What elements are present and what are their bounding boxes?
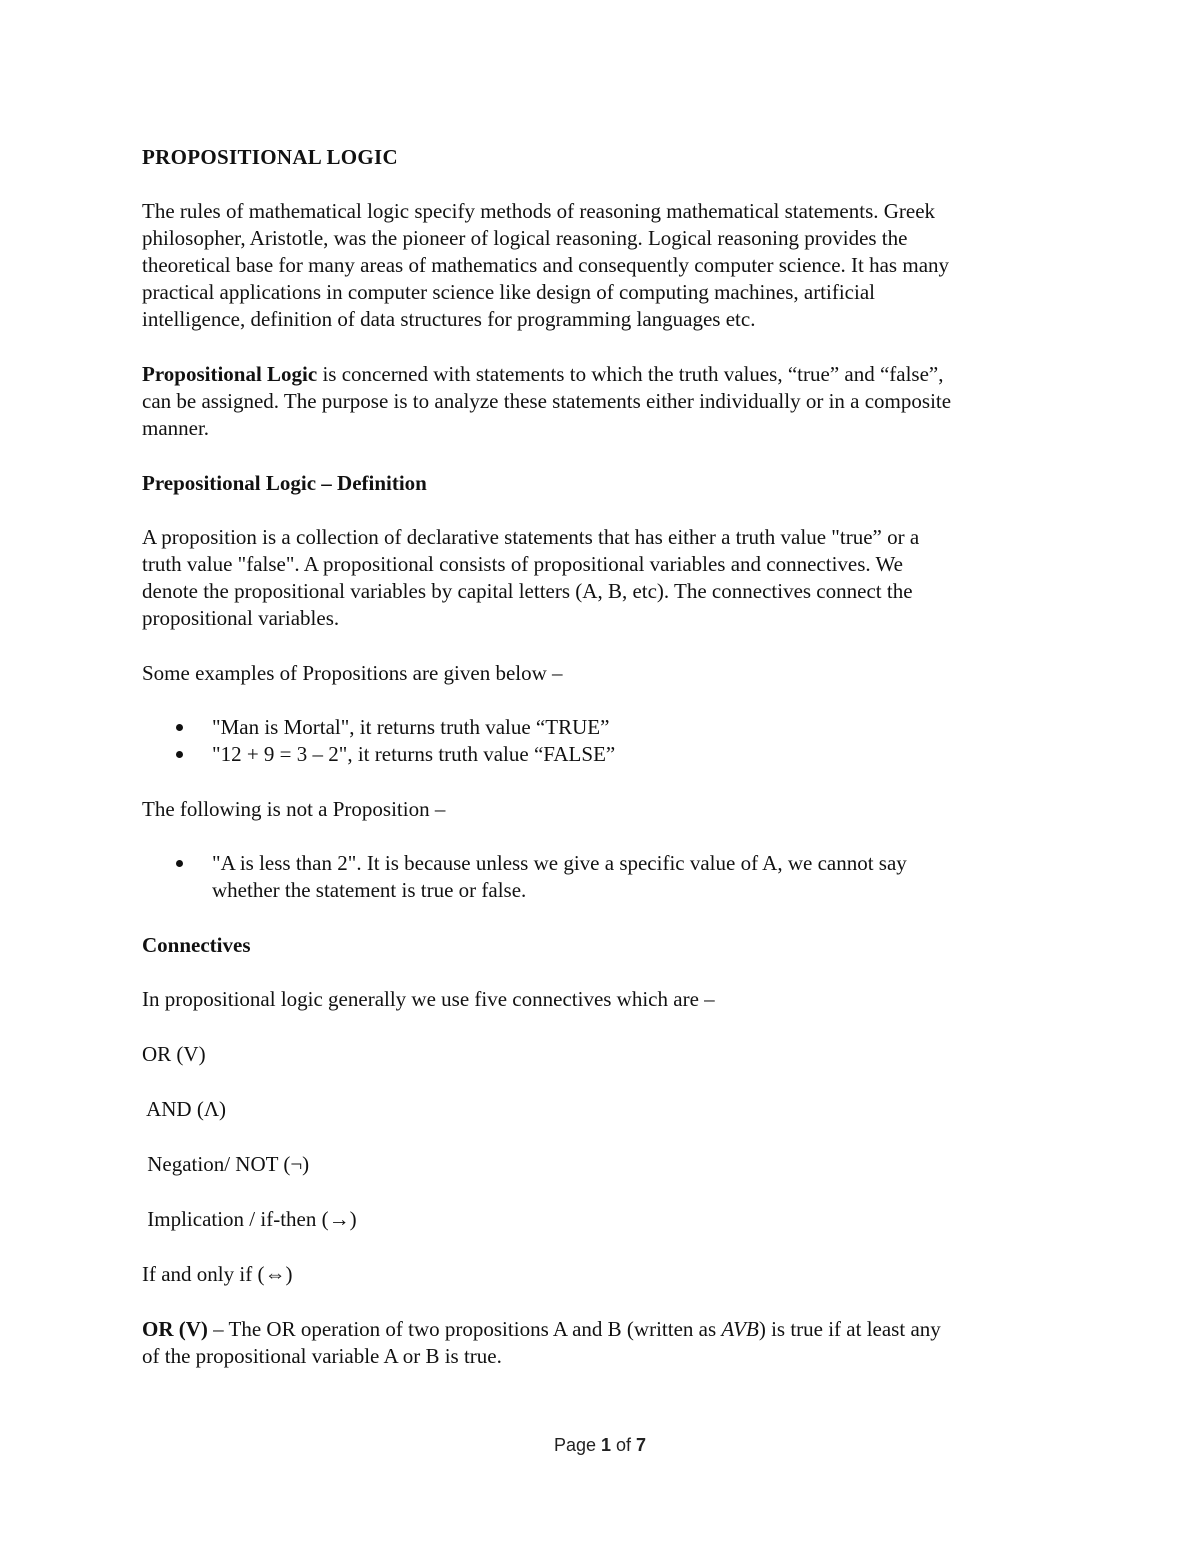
propositional-logic-line: can be assigned. The purpose is to analyze these statements either individually or in a composite [142,389,952,413]
connective-not: Negation/ NOT (¬) [142,1152,310,1176]
page-word: Page [553,1435,601,1455]
propositional-logic-paragraph [142,361,1057,442]
intro-line: practical applications in computer science like design of computing machines, artificial [142,280,875,304]
list-item: "12 + 9 = 3 – 2", it returns truth value “FALSE” [142,741,1057,768]
page-total: 7 [636,1435,647,1455]
examples-intro: Some examples of Propositions are given below – [142,661,563,685]
or-definition-paragraph: OR (V) – The OR operation of two propositions A and B (written as AVB) is true if at least any of the propositional variable A or B is true. [142,1316,1057,1370]
or-definition-label: OR (V) [142,1317,208,1341]
definition-line: denote the propositional variables by capital letters (A, B, etc). The connectives connect the [142,579,913,603]
not-proposition-list [142,850,1057,904]
or-definition-line: of the propositional variable A or B is true. [142,1344,502,1368]
document-title: PROPOSITIONAL LOGIC [142,145,398,169]
definition-line: propositional variables. [142,606,340,630]
page-footer [0,1432,1200,1459]
not-proposition-intro: The following is not a Proposition – [142,797,446,821]
intro-line: theoretical base for many areas of mathematics and consequently computer science. It has many [142,253,950,277]
connective-iff: If and only if (⇔) [142,1262,293,1286]
list-item: "Man is Mortal", it returns truth value “TRUE” [142,714,1057,741]
definition-line: A proposition is a collection of declarative statements that has either a truth value "true” or a [142,525,920,549]
list-item: "A is less than 2". It is because unless we give a specific value of A, we cannot say whether the statement is true or false. [142,850,1057,904]
bullet-icon [176,724,183,731]
definition-heading: Prepositional Logic – Definition [142,471,427,495]
of-word: of [611,1435,637,1455]
intro-paragraph [142,198,1057,333]
bullet-icon [176,860,183,867]
propositional-logic-term: Propositional Logic [142,362,318,386]
connectives-heading: Connectives [142,933,251,957]
definition-line: truth value "false". A propositional consists of propositional variables and connectives. We [142,552,903,576]
intro-line: intelligence, definition of data structures for programming languages etc. [142,307,756,331]
propositional-logic-line: manner. [142,416,210,440]
propositional-logic-text: is concerned with statements to which the truth values, “true” and “false”, [317,362,944,386]
bullet-icon [176,751,183,758]
intro-line: The rules of mathematical logic specify methods of reasoning mathematical statements. Greek [142,199,936,223]
or-formula: AVB [721,1317,759,1341]
connective-or: OR (V) [142,1042,206,1066]
connective-and: AND (Λ) [142,1097,227,1121]
definition-paragraph [142,524,1057,632]
connectives-intro: In propositional logic generally we use five connectives which are – [142,987,715,1011]
intro-line: philosopher, Aristotle, was the pioneer of logical reasoning. Logical reasoning provides the [142,226,908,250]
page-number: 1 [601,1435,612,1455]
connective-implication: Implication / if-then (→) [142,1207,357,1231]
examples-list [142,714,1057,768]
